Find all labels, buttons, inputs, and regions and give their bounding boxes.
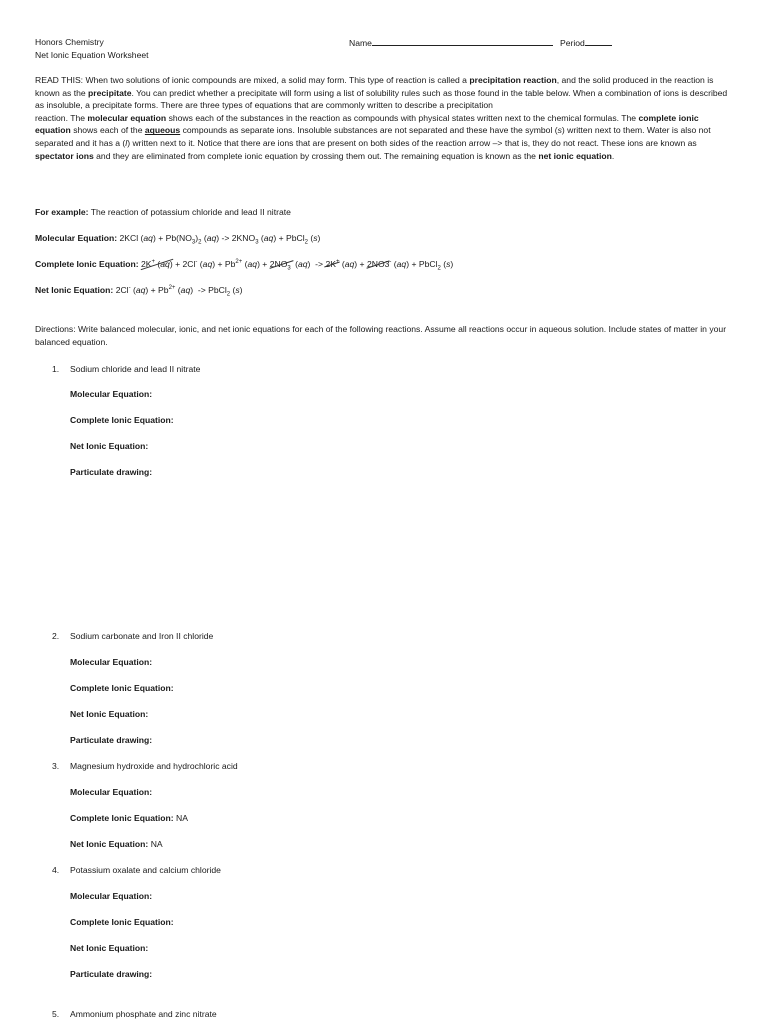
intro-text: , and the solid produced in the reaction is known as the: [35, 75, 714, 98]
complete-ionic-equation-label: Complete Ionic Equation:: [70, 917, 174, 927]
intro-text: .: [611, 150, 615, 161]
term-precipitate: precipitate: [88, 87, 132, 98]
problem-number: 2.: [52, 631, 60, 641]
molecular-equation-label: Molecular Equation:: [70, 657, 153, 667]
example-complete-label: Complete Ionic Equation:: [35, 259, 139, 269]
molecular-equation-label: Molecular Equation:: [70, 389, 153, 399]
molecular-equation-label: Molecular Equation:: [70, 891, 153, 901]
intro-text: and they are eliminated from complete ionic equation by crossing them out. The remaining equation is known as the: [93, 150, 539, 161]
complete-ionic-equation-label: Complete Ionic Equation:: [70, 683, 174, 693]
period-field[interactable]: [560, 36, 612, 50]
term-spectator-ions: spectator ions: [35, 150, 94, 161]
worksheet-title: Net Ionic Equation Worksheet: [35, 50, 149, 60]
molecular-equation-formula: 2KCl $(aq) + Pb(NO_3)_2$ $(aq) -> 2KNO_3$ (aq) + PbCl$_2$ (s): [119, 233, 321, 246]
name-field[interactable]: [349, 36, 553, 50]
period-blank[interactable]: [585, 36, 612, 46]
example-net-ionic-equation: [35, 284, 243, 297]
problem-number: 4.: [52, 865, 60, 875]
example-complete-ionic-equation: [35, 258, 453, 271]
term-molecular-equation: molecular equation: [87, 112, 167, 123]
name-label: Name: [349, 38, 372, 48]
net-label-text: Net Ionic Equation:: [70, 839, 151, 849]
name-blank[interactable]: [372, 36, 553, 46]
term-net-ionic-equation: net ionic equation: [538, 150, 612, 161]
term-complete-ionic-equation: complete ionic equation: [35, 112, 699, 136]
complete-ionic-equation-label: Complete Ionic Equation:: [70, 415, 174, 425]
intro-text: . You can predict whether a precipitate will form using a list of solubility rules such as those found in the table below. When a combination of ions is described as insoluble, a precipitate forms. There are three types of equations that are commonly written to describe a precipitation: [35, 87, 728, 111]
intro-text: shows each of the: [70, 125, 145, 136]
period-label: Period: [560, 38, 585, 48]
problem-number: 5.: [52, 1009, 60, 1019]
problem-number: 3.: [52, 761, 60, 771]
particulate-drawing-label: Particulate drawing:: [70, 969, 153, 979]
term-precipitation-reaction: precipitation reaction: [469, 75, 557, 85]
example-net-label: Net Ionic Equation:: [35, 285, 114, 295]
problem-number: 1.: [52, 364, 60, 374]
example-label: For example:: [35, 207, 89, 217]
intro-text: reaction. The: [35, 112, 88, 123]
particulate-drawing-label: Particulate drawing:: [70, 467, 153, 477]
directions: Directions: Write balanced molecular, ionic, and net ionic equations for each of the following reactions. Assume all reactions occur in aqueous solution. Include states of matter in your balanced equation.: [35, 324, 727, 347]
example-text: The reaction of potassium chloride and lead II nitrate: [88, 207, 291, 217]
intro-text: shows each of the substances in the reaction as compounds with physical states written next to the chemical formulas. The: [166, 112, 639, 123]
course-title: Honors Chemistry: [35, 37, 104, 47]
example-line: [35, 206, 291, 219]
problem-title: Magnesium hydroxide and hydrochloric acid: [70, 761, 238, 771]
intro-paragraph: [35, 74, 735, 162]
problem-title: Potassium oxalate and calcium chloride: [70, 865, 221, 875]
complete-ionic-formula: 2K+ (aq) + 2Cl- $(aq) + Pb^{2+}$ $(aq) + 2NO_3^-$ (aq) -> 2K+ (aq) + 2NO3- (aq) + PbCl$_2$ (s): [141, 259, 454, 272]
complete-label-text: Complete Ionic Equation:: [70, 813, 176, 823]
net-ionic-equation-label: Net Ionic Equation:: [70, 709, 149, 719]
intro-text: READ THIS: When two solutions of ionic compounds are mixed, a solid may form. This type of reaction is called a: [35, 75, 470, 85]
problem-title: Sodium chloride and lead II nitrate: [70, 364, 201, 374]
term-aqueous: aqueous: [144, 125, 181, 136]
example-molecular-equation: [35, 232, 320, 245]
net-ionic-equation-label: Net Ionic Equation:: [70, 943, 149, 953]
intro-text: ) written next to them. Water is also not separated and it has a (: [35, 125, 711, 148]
intro-text: ) written next to it. Notice that there are ions that are present on both sides of the reaction arrow –> that is, they do not react. These ions are known as: [127, 137, 697, 148]
problem-title: Sodium carbonate and Iron II chloride: [70, 631, 214, 641]
complete-ionic-equation-label: [70, 812, 188, 825]
symbol-s: s: [557, 125, 562, 136]
net-ionic-equation-label: [70, 838, 163, 851]
complete-value: NA: [176, 813, 188, 823]
intro-text: compounds as separate ions. Insoluble substances are not separated and these have the symbol (: [180, 125, 558, 136]
net-ionic-equation-label: Net Ionic Equation:: [70, 441, 149, 451]
problem-title: Ammonium phosphate and zinc nitrate: [70, 1009, 217, 1019]
net-value: NA: [150, 839, 163, 849]
molecular-equation-label: Molecular Equation:: [70, 787, 153, 797]
symbol-l: l: [125, 137, 128, 148]
particulate-drawing-label: Particulate drawing:: [70, 735, 153, 745]
net-ionic-formula: 2Cl- $(aq) + Pb^{2+}$ (aq) -> PbCl$_2$ (s): [115, 285, 243, 298]
example-molecular-label: Molecular Equation:: [35, 233, 118, 243]
